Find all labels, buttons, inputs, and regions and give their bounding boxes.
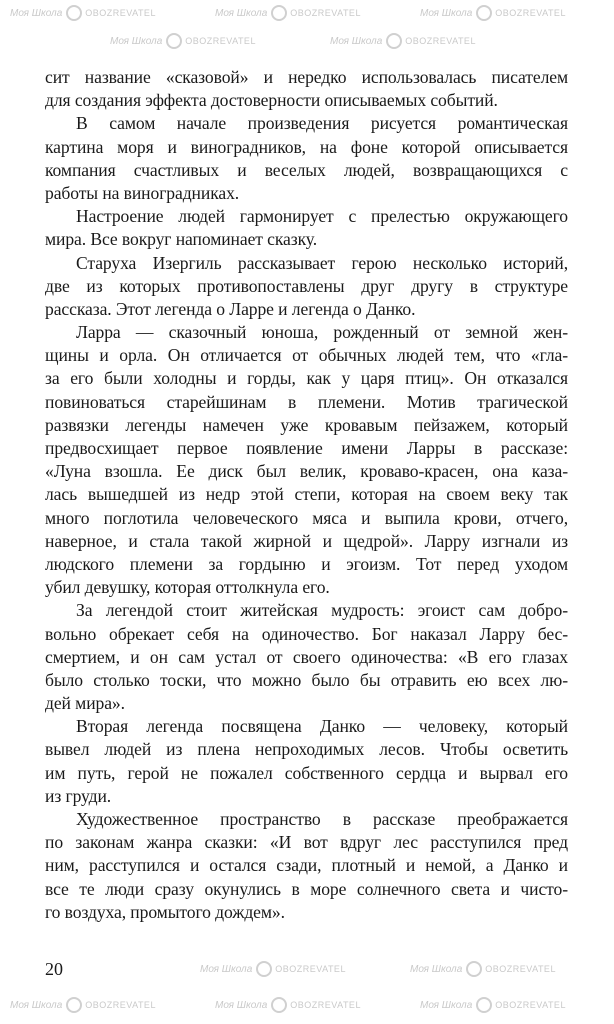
watermark <box>10 4 156 23</box>
text-line: ним, расступился и остался сзади, плотный и немой, а Данко и <box>45 855 568 876</box>
watermark <box>215 996 361 1015</box>
text-line: вывел людей из плена непроходимых лесов. Чтобы осветить <box>45 739 568 760</box>
watermark-school-text: Моя Школа <box>215 1000 268 1011</box>
text-line: щины и орла. Он отличается от обычных людей тем, что «гла- <box>45 345 568 366</box>
watermark-brand-text: OBOZREVATEL <box>290 1000 361 1010</box>
watermark <box>330 32 476 51</box>
text-line: мира. Все вокруг напоминает сказку. <box>45 229 318 250</box>
text-line: повиноваться старейшинам в племени. Мотив трагической <box>45 391 568 412</box>
watermark-brand-text: OBOZREVATEL <box>85 8 156 18</box>
watermark-school-text: Моя Школа <box>330 36 383 47</box>
text-line: две из которых противопоставлены друг другу в структуре <box>45 275 568 296</box>
watermark-brand-text: OBOZREVATEL <box>405 36 476 46</box>
text-line: много поглотила человеческого мяса и выпила крови, отчего, <box>45 507 568 528</box>
text-line: «Луна взошла. Ее диск был велик, кроваво-красен, она каза- <box>45 461 568 482</box>
text-line: развязки легенды намечен уже кровавым пейзажем, который <box>45 414 568 435</box>
watermark-logo-icon <box>271 997 287 1013</box>
text-line: за его были холодны и горды, как у царя птиц». Он отказался <box>45 368 568 389</box>
text-line: работы на виноградниках. <box>45 182 240 203</box>
text-line: лась вышедшей из недр этой степи, которая на своем веку так <box>45 484 568 505</box>
watermark-logo-icon <box>466 961 482 977</box>
watermark-brand-text: OBOZREVATEL <box>485 964 556 974</box>
text-line: вольно обрекает себя на одиночество. Бог наказал Ларру бес- <box>45 623 568 644</box>
watermark <box>420 4 566 23</box>
watermark-school-text: Моя Школа <box>420 8 473 19</box>
watermark <box>200 960 346 979</box>
watermark-logo-icon <box>271 5 287 21</box>
text-line: сит название «сказовой» и нередко использовалась писателем <box>45 67 568 87</box>
text-line: Старуха Изергиль рассказывает герою несколько историй, <box>76 252 568 273</box>
watermark-school-text: Моя Школа <box>10 8 63 19</box>
watermark-school-text: Моя Школа <box>200 964 253 975</box>
watermark <box>10 996 156 1015</box>
watermark-brand-text: OBOZREVATEL <box>495 1000 566 1010</box>
text-line: им путь, герой не пожалел собственного сердца и вырвал его <box>45 762 568 783</box>
text-line: по законам жанра сказки: «И вот вдруг лес расступился пред <box>45 832 568 853</box>
text-line: В самом начале произведения рисуется романтическая <box>76 113 568 134</box>
text-line: За легендой стоит житейская мудрость: эгоист сам добро- <box>76 600 568 621</box>
watermark-logo-icon <box>256 961 272 977</box>
watermark-logo-icon <box>476 5 492 21</box>
text-line: было столько тоски, что можно было бы отравить ею всех лю- <box>45 669 568 690</box>
watermark-school-text: Моя Школа <box>110 36 163 47</box>
watermark-logo-icon <box>386 33 402 49</box>
watermark-brand-text: OBOZREVATEL <box>85 1000 156 1010</box>
text-line: Настроение людей гармонирует с прелестью окружающего <box>76 206 568 227</box>
watermark-school-text: Моя Школа <box>215 8 268 19</box>
text-line: убил девушку, которая оттолкнула его. <box>45 577 330 598</box>
watermark-school-text: Моя Школа <box>420 1000 473 1011</box>
text-line: для создания эффекта достоверности описываемых событий. <box>45 90 498 111</box>
watermark-logo-icon <box>166 33 182 49</box>
text-line: смертием, и он сам устал от своего одиночества: «В его глазах <box>45 646 568 667</box>
text-line: Художественное пространство в рассказе преображается <box>76 809 568 829</box>
watermark-brand-text: OBOZREVATEL <box>275 964 346 974</box>
watermark-school-text: Моя Школа <box>10 1000 63 1011</box>
watermark <box>215 4 361 23</box>
watermark-logo-icon <box>66 997 82 1013</box>
watermark <box>420 996 566 1015</box>
watermark <box>110 32 256 51</box>
watermark-brand-text: OBOZREVATEL <box>290 8 361 18</box>
text-line: все те люди сразу окунулись в море солнечного света и чисто- <box>45 878 568 899</box>
text-line: Ларра — сказочный юноша, рожденный от земной жен- <box>76 322 568 343</box>
watermark-brand-text: OBOZREVATEL <box>495 8 566 18</box>
text-line: людского племени за гордыню и эгоизм. Тот перед уходом <box>45 553 568 574</box>
page-number: 20 <box>45 959 63 979</box>
text-line: компания счастливых и веселых людей, возвращающихся с <box>45 159 568 180</box>
watermark-brand-text: OBOZREVATEL <box>185 36 256 46</box>
watermark-logo-icon <box>476 997 492 1013</box>
text-line: из груди. <box>45 785 112 806</box>
page-body-text <box>45 66 568 924</box>
text-line: предвосхищает первое появление имени Ларры в рассказе: <box>45 438 568 458</box>
watermark-school-text: Моя Школа <box>410 964 463 975</box>
text-line: Вторая легенда посвящена Данко — человеку, который <box>76 716 568 737</box>
text-line: дей мира». <box>45 693 125 714</box>
text-line: картина моря и виноградников, на фоне которой описывается <box>45 136 568 157</box>
watermark-logo-icon <box>66 5 82 21</box>
text-line: рассказа. Этот легенда о Ларре и легенда о Данко. <box>45 298 416 319</box>
text-line: го воздуха, промытого дождем». <box>45 901 285 922</box>
text-line: наверное, и стала такой жирной и щедрой». Ларру изгнали из <box>45 530 568 551</box>
watermark <box>410 960 556 979</box>
